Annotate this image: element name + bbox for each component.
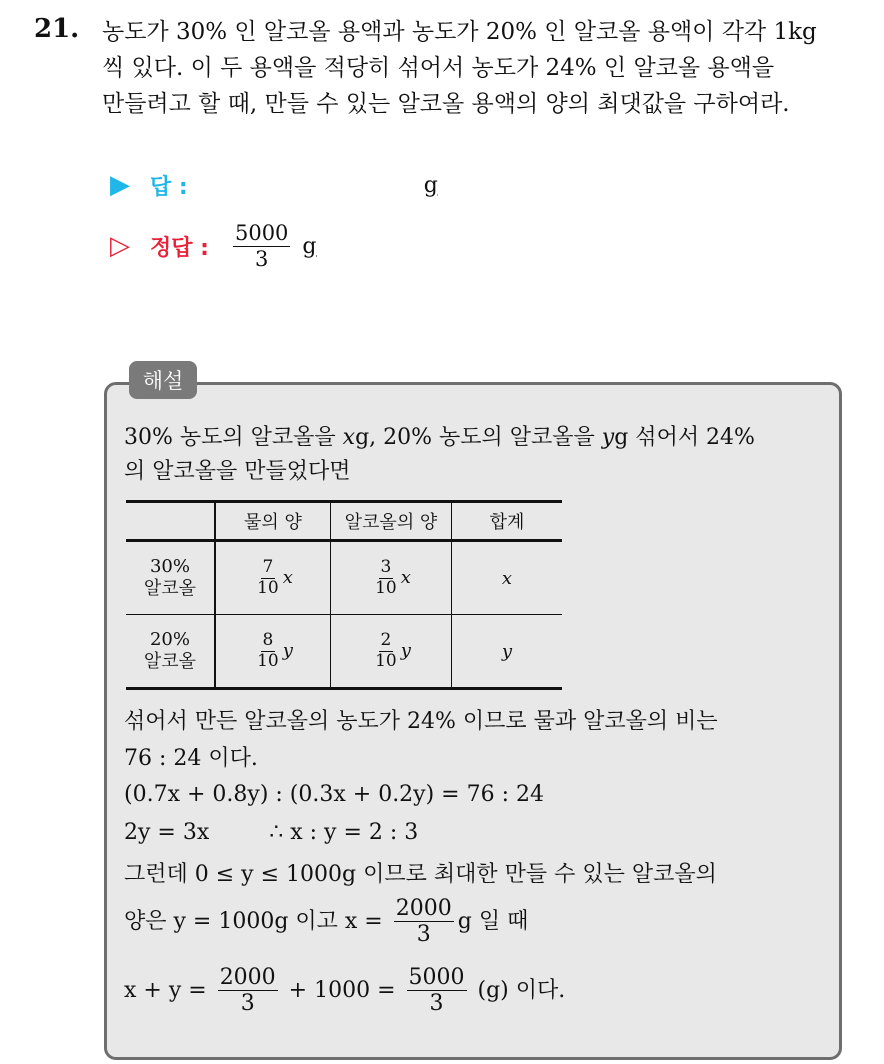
- correct-answer-row: [110, 218, 317, 274]
- problem-line: 만들려고 할 때, 만들 수 있는 알코올 용액의 양의 최댓값을 구하여라.: [102, 91, 790, 117]
- table-header: 물의 양: [215, 502, 331, 541]
- correct-answer-unit: g: [302, 233, 317, 259]
- problem-line: 농도가 30% 인 알코올 용액과 농도가 20% 인 알코올 용액이 각각 1kg: [102, 19, 817, 45]
- solution-line: x + y = $\frac{2000}{3}$ + 1000 = $\frac{5000}{3}$ (g) 이다.: [124, 965, 566, 1017]
- problem-number: 21.: [34, 14, 80, 44]
- solution-tag: 해설: [129, 361, 197, 399]
- table-header: [126, 502, 215, 541]
- solution-line: 양은 y = 1000g 이고 x = $\frac{2000}{3}$ g 일 때: [124, 896, 529, 948]
- row-label: 20% 알코올: [126, 615, 215, 689]
- answer-label: 답 :: [150, 174, 188, 200]
- solution-line: 76 : 24 이다.: [124, 746, 258, 771]
- water-amount: $\frac{8}{10}$ y: [215, 615, 331, 689]
- row-label: 30% 알코올: [126, 541, 215, 615]
- total-amount: x: [452, 541, 563, 615]
- total-amount: y: [452, 615, 563, 689]
- table-header: 알코올의 양: [331, 502, 452, 541]
- answer-row: [110, 165, 438, 205]
- solution-line: 그런데 0 ≤ y ≤ 1000g 이므로 최대한 만들 수 있는 알코올의: [124, 862, 717, 887]
- correct-answer-fraction: $\frac{5000}{3}$: [234, 221, 289, 271]
- solution-line: 의 알코올을 만들었다면: [124, 459, 351, 484]
- solution-line: 30% 농도의 알코올을 xg, 20% 농도의 알코올을 yg 섞어서 24%: [124, 425, 755, 450]
- outline-triangle-icon: ▷: [110, 231, 130, 261]
- correct-answer-label: 정답 :: [150, 235, 209, 261]
- solution-line: 섞어서 만든 알코올의 농도가 24% 이므로 물과 알코올의 비는: [124, 709, 718, 734]
- table-header: 합계: [452, 502, 563, 541]
- table-row: [126, 615, 562, 689]
- solution-table: [126, 500, 562, 690]
- water-amount: $\frac{7}{10}$ x: [215, 541, 331, 615]
- fraction: $\frac{2000}{3}$: [395, 896, 452, 948]
- fraction: $\frac{5000}{3}$: [408, 965, 465, 1017]
- problem-text: [102, 14, 862, 122]
- table-row: [126, 541, 562, 615]
- alcohol-amount: $\frac{2}{10}$ y: [331, 615, 452, 689]
- fraction: $\frac{2000}{3}$: [219, 965, 276, 1017]
- answer-unit: g: [423, 172, 438, 198]
- solution-equation: 2y = 3x ∴ x : y = 2 : 3: [124, 820, 419, 845]
- play-triangle-icon: ▶: [110, 170, 130, 200]
- problem-line: 씩 있다. 이 두 용액을 적당히 섞어서 농도가 24% 인 알코올 용액을: [102, 55, 775, 81]
- alcohol-amount: $\frac{3}{10}$ x: [331, 541, 452, 615]
- solution-equation: (0.7x + 0.8y) : (0.3x + 0.2y) = 76 : 24: [124, 782, 544, 807]
